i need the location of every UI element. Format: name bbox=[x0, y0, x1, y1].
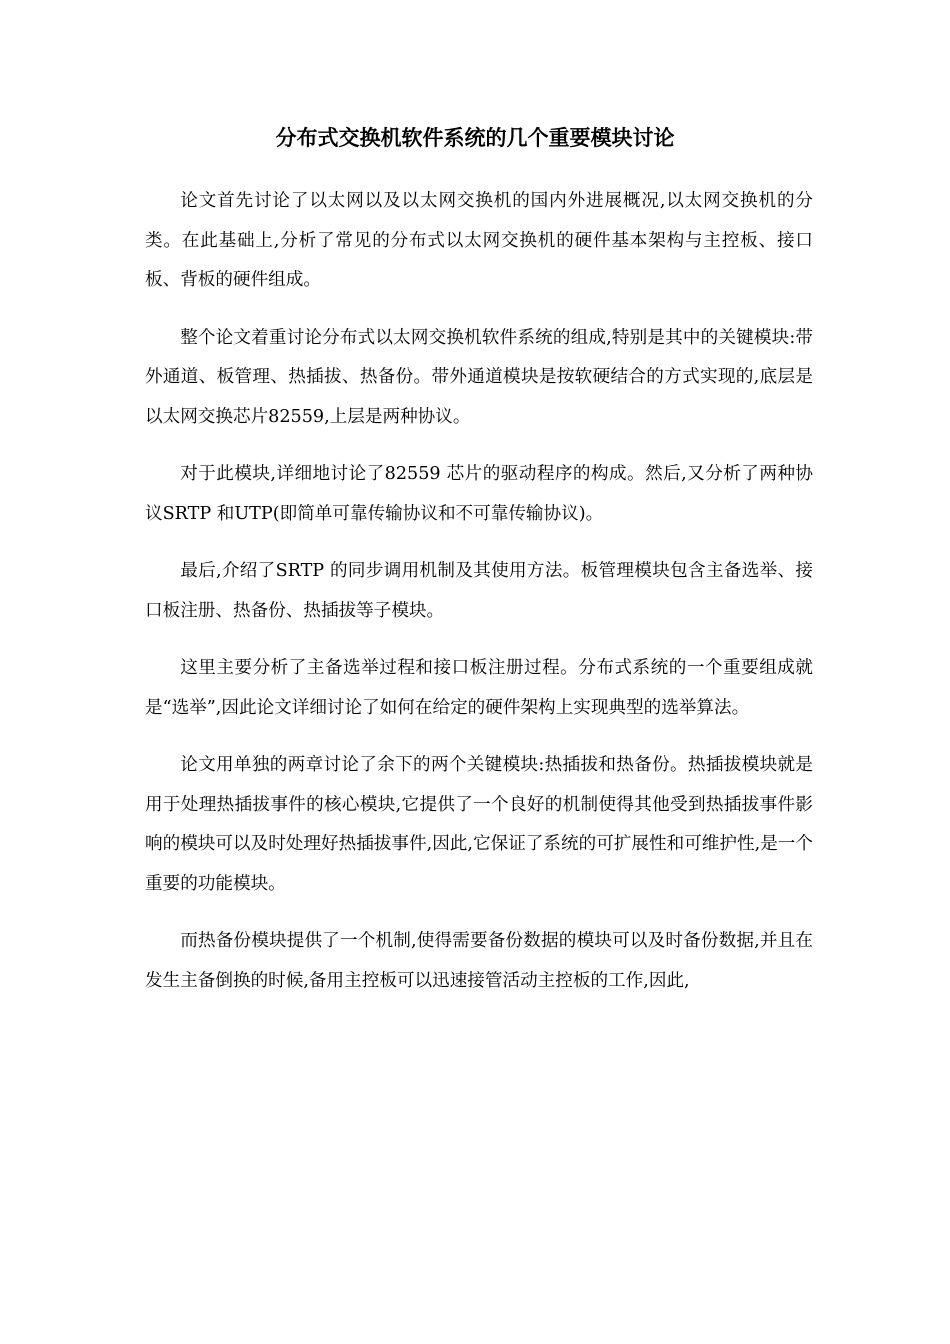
document-body bbox=[145, 182, 813, 1019]
paragraph-4: 最后,介绍了SRTP 的同步调用机制及其使用方法。板管理模块包含主备选举、接口板注册、热备份、热插拔等子模块。 bbox=[145, 561, 813, 621]
paragraph-3: 对于此模块,详细地讨论了82559 芯片的驱动程序的构成。然后,又分析了两种协议SRTP 和UTP(即简单可靠传输协议和不可靠传输协议)。 bbox=[145, 464, 813, 524]
paragraph-6: 论文用单独的两章讨论了余下的两个关键模块:热插拔和热备份。热插拔模块就是用于处理热插拔事件的核心模块,它提供了一个良好的机制使得其他受到热插拔事件影响的模块可以及时处理好热插拔事件,因此,它保证了系统的可扩展性和可维护性,是一个重要的功能模块。 bbox=[145, 755, 813, 894]
paragraph-7: 而热备份模块提供了一个机制,使得需要备份数据的模块可以及时备份数据,并且在发生主备倒换的时候,备用主控板可以迅速接管活动主控板的工作,因此, bbox=[145, 931, 813, 991]
document-title: 分布式交换机软件系统的几个重要模块讨论 bbox=[275, 125, 675, 150]
paragraph-5: 这里主要分析了主备选举过程和接口板注册过程。分布式系统的一个重要组成就是“选举”,因此论文详细讨论了如何在给定的硬件架构上实现典型的选举算法。 bbox=[145, 658, 813, 718]
paragraph-1: 论文首先讨论了以太网以及以太网交换机的国内外进展概况,以太网交换机的分类。在此基础上,分析了常见的分布式以太网交换机的硬件基本架构与主控板、接口板、背板的硬件组成。 bbox=[145, 191, 813, 290]
paragraph-2: 整个论文着重讨论分布式以太网交换机软件系统的组成,特别是其中的关键模块:带外通道、板管理、热插拔、热备份。带外通道模块是按软硬结合的方式实现的,底层是以太网交换芯片82559,上层是两种协议。 bbox=[145, 327, 813, 427]
